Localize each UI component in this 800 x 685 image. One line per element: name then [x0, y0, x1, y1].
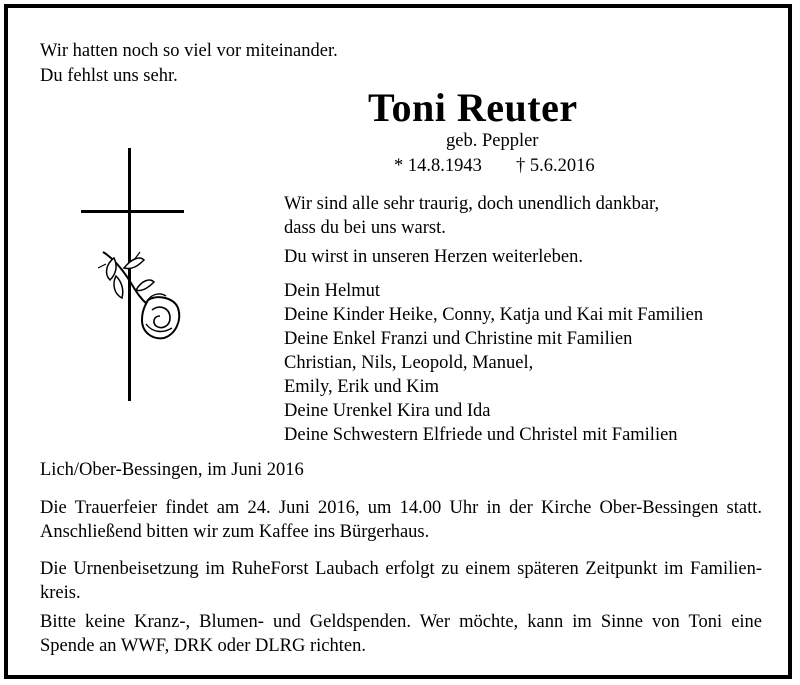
mourner-line: Deine Enkel Franzi und Christine mit Familien [284, 329, 633, 349]
birth-date: * 14.8.1943 [394, 156, 482, 176]
cross-with-rose-icon [76, 148, 188, 402]
header-line-1: Wir hatten noch so viel vor miteinander. [40, 41, 338, 61]
notice-donations-line-2: Spende an WWF, DRK oder DLRG richten. [40, 636, 366, 656]
verse-line-1: Wir sind alle sehr traurig, doch unendlich dankbar, [284, 194, 660, 214]
notice-funeral-line-1: Die Trauerfeier findet am 24. Juni 2016, um 14.00 Uhr in der Kirche Ober-Bessingen statt. [40, 498, 762, 518]
mourner-line: Emily, Erik und Kim [284, 377, 440, 397]
mourner-line: Deine Urenkel Kira und Ida [284, 401, 491, 421]
notice-burial-line-2: kreis. [40, 583, 81, 603]
deceased-name: Toni Reuter [368, 85, 578, 130]
mourner-line: Dein Helmut [284, 281, 381, 301]
death-date: † 5.6.2016 [516, 156, 595, 176]
verse-line-2: dass du bei uns warst. [284, 218, 446, 238]
verse-line-3: Du wirst in unseren Herzen weiterleben. [284, 247, 583, 267]
mourner-line: Christian, Nils, Leopold, Manuel, [284, 353, 534, 373]
notice-funeral-line-2: Anschließend bitten wir zum Kaffee ins Bürgerhaus. [40, 522, 430, 542]
mourner-line: Deine Kinder Heike, Conny, Katja und Kai mit Familien [284, 305, 704, 325]
place-date: Lich/Ober-Bessingen, im Juni 2016 [40, 460, 304, 480]
header-line-2: Du fehlst uns sehr. [40, 66, 178, 86]
obituary-card [4, 4, 792, 679]
notice-burial-line-1: Die Urnenbeisetzung im RuheForst Laubach erfolgt zu einem späteren Zeitpunkt im Familien- [40, 559, 762, 579]
birth-name: geb. Peppler [446, 131, 539, 151]
notice-donations-line-1: Bitte keine Kranz-, Blumen- und Geldspenden. Wer möchte, kann im Sinne von Toni eine [40, 612, 762, 632]
mourner-line: Deine Schwestern Elfriede und Christel mit Familien [284, 425, 678, 445]
